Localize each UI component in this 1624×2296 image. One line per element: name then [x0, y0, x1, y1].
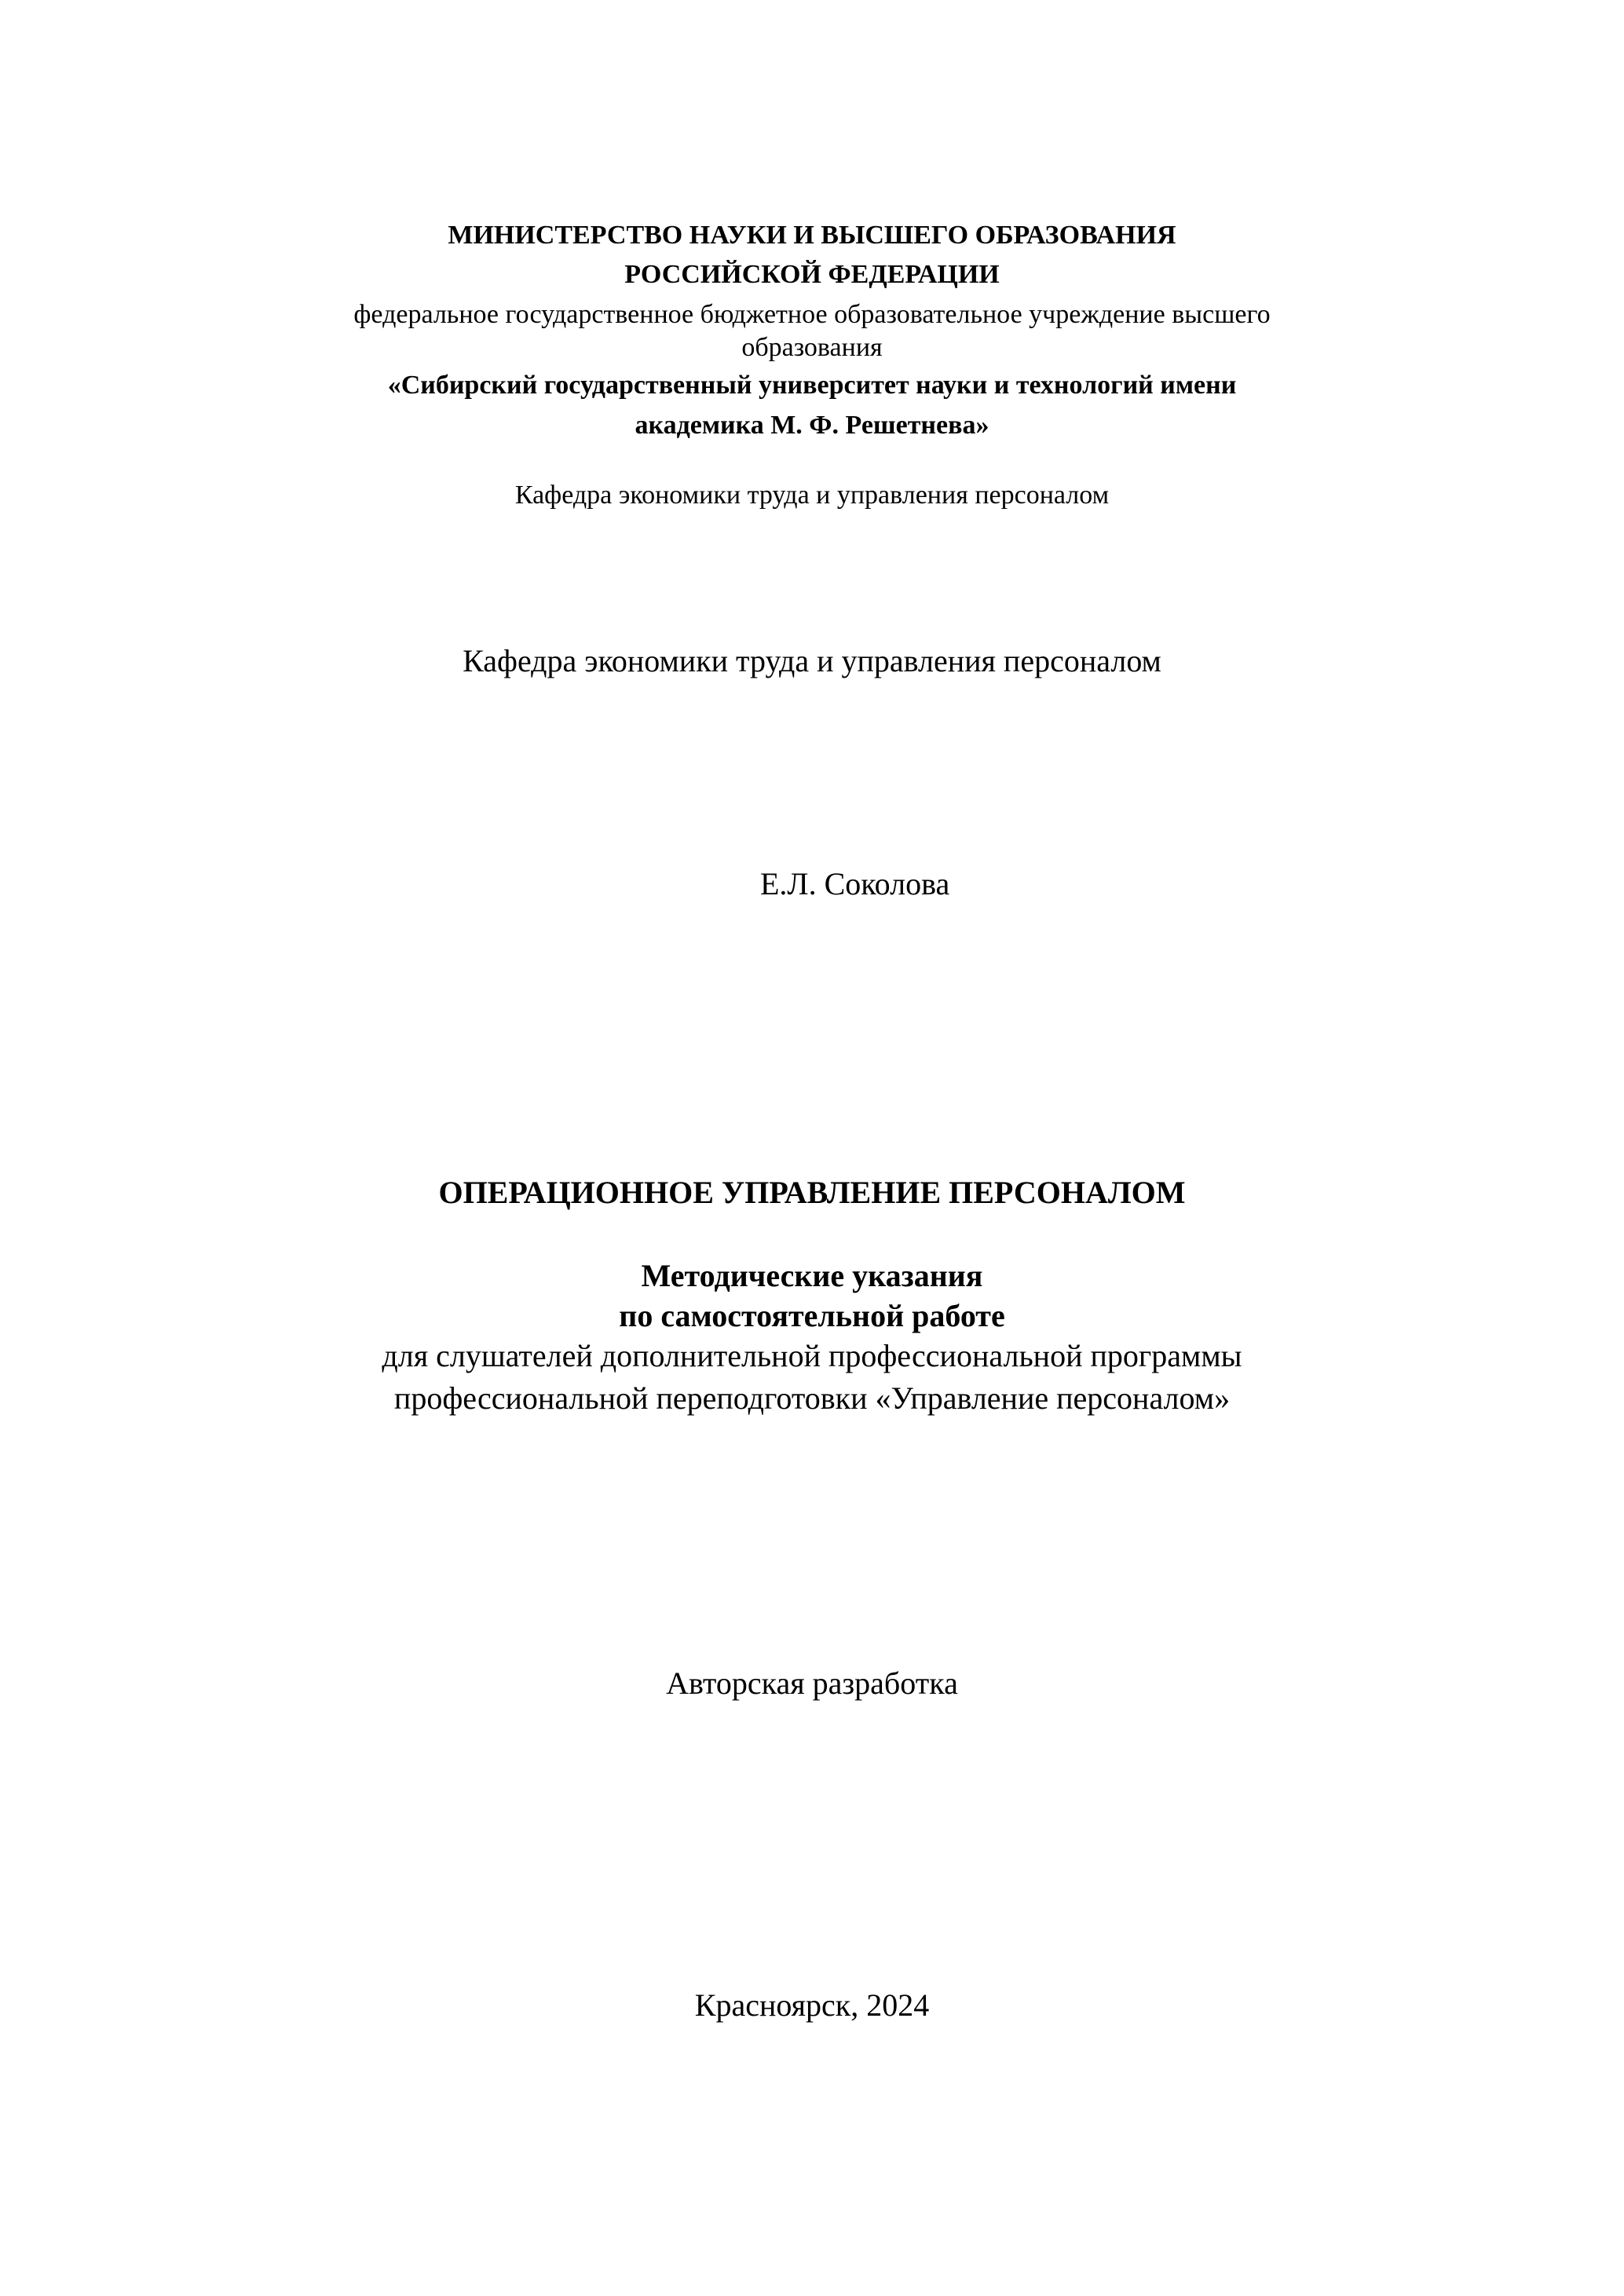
department-name: Кафедра экономики труда и управления персоналом	[463, 643, 1161, 678]
author-name: Е.Л. Соколова	[760, 866, 950, 901]
department-header: Кафедра экономики труда и управления персоналом	[514, 481, 1110, 510]
subtitle-line-2: по самостоятельной работе	[619, 1298, 1005, 1333]
institution-type-line-1: федеральное государственное бюджетное образовательное учреждение высшего	[353, 300, 1271, 329]
university-name-line-2: академика М. Ф. Решетнева»	[635, 411, 989, 440]
description-line-2: профессиональной переподготовки «Управление персоналом»	[393, 1380, 1231, 1416]
ministry-name-line-2: РОССИЙСКОЙ ФЕДЕРАЦИИ	[624, 260, 1000, 289]
imprint-city-year: Красноярск, 2024	[694, 1987, 930, 2023]
ministry-name-line-1: МИНИСТЕРСТВО НАУКИ И ВЫСШЕГО ОБРАЗОВАНИЯ	[448, 221, 1176, 250]
description-line-1: для слушателей дополнительной профессиональной программы	[382, 1338, 1242, 1373]
institution-type-line-2: образования	[741, 333, 883, 362]
subtitle-line-1: Методические указания	[641, 1258, 983, 1293]
edition-note: Авторская разработка	[666, 1665, 958, 1701]
document-title: ОПЕРАЦИОННОЕ УПРАВЛЕНИЕ ПЕРСОНАЛОМ	[438, 1175, 1186, 1210]
university-name-line-1: «Сибирский государственный университет науки и технологий имени	[387, 371, 1237, 400]
